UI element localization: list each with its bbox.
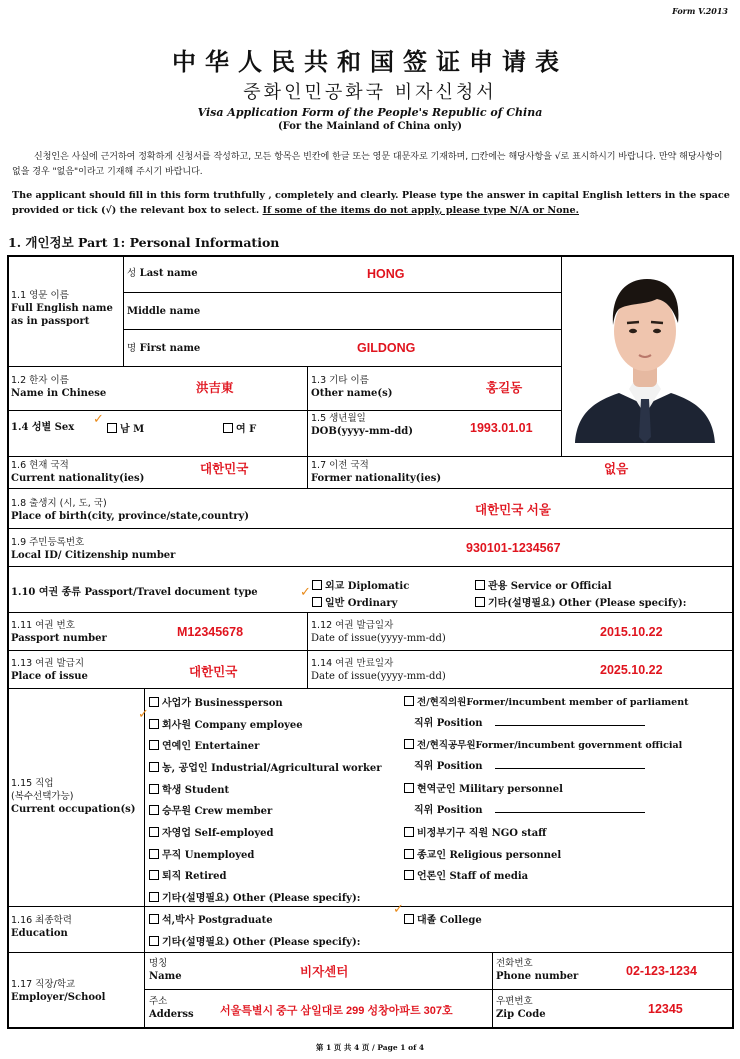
- citizen-id-value[interactable]: 930101-1234567: [466, 541, 561, 555]
- label-1-11: [11, 619, 107, 645]
- table-border-right: [732, 255, 734, 1029]
- occupation-option[interactable]: [404, 824, 546, 839]
- education-college-option[interactable]: [404, 911, 482, 926]
- occupation-option[interactable]: [149, 759, 382, 774]
- label-1-5-en: DOB(yyyy-mm-dd): [311, 426, 413, 437]
- passport-ordinary-check-icon: ✓: [300, 585, 311, 600]
- label-last-name-kr: 성: [127, 268, 137, 279]
- label-employer-address-kr: 주소: [149, 996, 168, 1007]
- occupation-checkbox[interactable]: [149, 892, 159, 902]
- label-1-7-kr: 1.7 이전 국적: [311, 460, 369, 471]
- occupation-label: 기타(설명필요) Other (Please specify):: [162, 893, 361, 904]
- label-employer-name-en: Name: [149, 971, 182, 982]
- label-1-15-kr2: (복수선택가능): [11, 791, 74, 802]
- position-input-line[interactable]: [495, 759, 645, 769]
- label-1-3-en: Other name(s): [311, 388, 393, 399]
- occupation-option[interactable]: [404, 694, 689, 708]
- label-1-15-en: Current occupation(s): [11, 804, 136, 815]
- label-1-11-kr: 1.11 여권 번호: [11, 620, 75, 631]
- occupation-checkbox[interactable]: [404, 870, 414, 880]
- passport-expiry-value[interactable]: 2025.10.22: [600, 663, 663, 677]
- passport-diplomatic-label: 외교 Diplomatic: [325, 581, 410, 592]
- passport-service-option[interactable]: [475, 577, 612, 592]
- label-1-13: [11, 657, 88, 683]
- occupation-label: 회사원 Company employee: [162, 720, 303, 731]
- occupation-checkbox[interactable]: [149, 740, 159, 750]
- position-label: 직위 Position: [414, 718, 483, 729]
- birthplace-value[interactable]: 대한민국 서울: [475, 503, 551, 517]
- label-1-9-kr: 1.9 주민등록번호: [11, 537, 85, 548]
- occupation-option[interactable]: [149, 781, 229, 796]
- education-college-check-icon: ✓: [393, 902, 404, 917]
- label-1-13-en: Place of issue: [11, 671, 88, 682]
- passport-issue-date-value[interactable]: 2015.10.22: [600, 625, 663, 639]
- label-employer-name-kr: 명칭: [149, 958, 168, 969]
- passport-place-value[interactable]: 대한민국: [189, 665, 238, 679]
- intro-korean: 신청인은 사실에 근거하여 정확하게 신청서를 작성하고, 모든 항목은 빈칸에 한글 또는 영문 대문자로 기재하며, □칸에는 해당사항을 √로 표시하시기 바랍니다. 만약 해당사항이 없을 경우 "없음"이라고 기재해 주시기 바랍니다.: [12, 152, 723, 177]
- employer-address-value[interactable]: 서울특별시 중구 삼일대로 299 성창아파트 307호: [220, 1005, 453, 1017]
- occupation-label: 농, 공업인 Industrial/Agricultural worker: [162, 763, 382, 774]
- passport-other-label: 기타(설명필요) Other (Please specify):: [488, 598, 687, 609]
- other-name-value[interactable]: 홍길동: [486, 381, 523, 395]
- occupation-option[interactable]: [149, 716, 303, 731]
- education-college-checkbox[interactable]: [404, 914, 414, 924]
- label-first-name-kr: 명: [127, 343, 137, 354]
- occupation-option[interactable]: [149, 802, 272, 817]
- occupation-label: 학생 Student: [162, 785, 230, 796]
- education-college-label: 대졸 College: [417, 915, 482, 926]
- occupation-label: 언론인 Staff of media: [417, 871, 529, 882]
- occupation-option[interactable]: [404, 846, 561, 861]
- passport-number-value[interactable]: M12345678: [177, 625, 244, 639]
- passport-diplomatic-option[interactable]: [312, 577, 409, 592]
- education-other-option[interactable]: [149, 933, 360, 948]
- occupation-option[interactable]: [149, 824, 274, 839]
- table-border-left: [7, 255, 9, 1029]
- label-1-17: [11, 978, 105, 1004]
- occupation-checkbox[interactable]: [149, 870, 159, 880]
- passport-other-option[interactable]: [475, 594, 686, 609]
- label-1-3: [311, 374, 393, 400]
- education-other-checkbox[interactable]: [149, 936, 159, 946]
- table-border-bottom: [7, 1027, 734, 1029]
- label-1-9: [11, 536, 175, 562]
- passport-ordinary-label: 일반 Ordinary: [325, 598, 398, 609]
- label-1-8-kr: 1.8 출생지 (시, 도, 국): [11, 498, 107, 509]
- position-label: 직위 Position: [414, 805, 483, 816]
- label-1-6-en: Current nationality(ies): [11, 473, 145, 484]
- dob-value[interactable]: 1993.01.01: [470, 421, 533, 435]
- occupation-checkbox[interactable]: [404, 849, 414, 859]
- occupation-option[interactable]: [149, 889, 360, 904]
- occupation-checkbox[interactable]: [149, 697, 159, 707]
- sex-female-checkbox[interactable]: [223, 423, 233, 433]
- occupation-checkbox[interactable]: [149, 762, 159, 772]
- former-nationality-value[interactable]: 없음: [604, 462, 629, 476]
- label-first-name-en: First name: [139, 343, 201, 354]
- position-input-line[interactable]: [495, 803, 645, 813]
- occupation-option[interactable]: [149, 846, 254, 861]
- sex-male-label: 남 M: [120, 424, 145, 435]
- passport-ordinary-option[interactable]: [312, 594, 397, 609]
- current-nationality-value[interactable]: 대한민국: [200, 462, 249, 476]
- passport-other-checkbox[interactable]: [475, 597, 485, 607]
- label-employer-phone-kr: 전화번호: [496, 958, 533, 969]
- portrait-image: [567, 265, 723, 443]
- label-1-10: 1.10 여권 종류 Passport/Travel document type: [11, 587, 258, 598]
- sex-male-option[interactable]: [107, 420, 144, 435]
- label-1-16: [11, 914, 72, 940]
- label-1-2-en: Name in Chinese: [11, 388, 107, 399]
- label-1-2-kr: 1.2 한자 이름: [11, 375, 69, 386]
- intro-english: [12, 188, 730, 218]
- occupation-label: 자영업 Self-employed: [162, 828, 274, 839]
- label-middle-name: Middle name: [127, 306, 201, 317]
- passport-service-label: 관용 Service or Official: [488, 581, 612, 592]
- education-other-label: 기타(설명필요) Other (Please specify):: [162, 937, 361, 948]
- passport-service-checkbox[interactable]: [475, 580, 485, 590]
- label-1-3-kr: 1.3 기타 이름: [311, 375, 369, 386]
- label-1-4: 1.4 성별 Sex: [11, 422, 75, 433]
- label-1-1-en2: as in passport: [11, 316, 90, 327]
- occupation-checkbox[interactable]: [149, 849, 159, 859]
- label-employer-zip-en: Zip Code: [496, 1009, 546, 1020]
- position-label: 직위 Position: [414, 761, 483, 772]
- label-1-8-en: Place of birth(city, province/state,country): [11, 511, 250, 522]
- occupation-checkbox[interactable]: [404, 827, 414, 837]
- position-field[interactable]: [414, 757, 645, 772]
- title-subtitle: (For the Mainland of China only): [277, 121, 463, 132]
- label-1-7-en: Former nationality(ies): [311, 473, 442, 484]
- label-last-name-en: Last name: [139, 268, 198, 279]
- label-employer-zip-kr: 우편번호: [496, 996, 533, 1007]
- label-1-12-kr: 1.12 여권 발급일자: [311, 620, 394, 631]
- label-1-13-kr: 1.13 여권 발급지: [11, 658, 85, 669]
- label-1-1: [11, 289, 113, 328]
- label-employer-phone-en: Phone number: [496, 971, 579, 982]
- intro-english-main: The applicant should fill in this form truthfully , completely and clearly. Please type the answer in capital English letters in the space provided or tick (√) the relevant box to select.: [12, 190, 730, 216]
- employer-name-value[interactable]: 비자센터: [300, 965, 349, 979]
- table-border-top: [7, 255, 734, 257]
- label-1-12-en: Date of issue(yyyy-mm-dd): [311, 633, 446, 644]
- label-last-name: [127, 267, 198, 280]
- occupation-label: 종교인 Religious personnel: [417, 850, 562, 861]
- education-postgraduate-label: 석,박사 Postgraduate: [162, 915, 273, 926]
- last-name-value[interactable]: HONG: [367, 267, 405, 281]
- label-1-5-kr: 1.5 생년월일: [311, 413, 366, 424]
- occupation-label: 사업가 Businessperson: [162, 698, 283, 709]
- occupation-option[interactable]: [149, 867, 227, 882]
- title-korean: 중화인민공화국 비자신청서: [243, 82, 497, 103]
- label-1-7: [311, 459, 441, 485]
- label-1-17-kr: 1.17 직장/학교: [11, 979, 76, 990]
- chinese-name-value[interactable]: 洪吉東: [196, 381, 234, 395]
- label-1-14: [311, 657, 446, 683]
- occupation-option[interactable]: [404, 867, 528, 882]
- label-employer-address: [149, 995, 194, 1021]
- occupation-label: 퇴직 Retired: [162, 871, 227, 882]
- label-1-6-kr: 1.6 현재 국적: [11, 460, 69, 471]
- page-footer: 第 1 页 共 4 页 / Page 1 of 4: [315, 1043, 425, 1052]
- label-1-14-kr: 1.14 여권 만료일자: [311, 658, 394, 669]
- position-input-line[interactable]: [495, 716, 645, 726]
- label-1-1-kr: 1.1 영문 이름: [11, 290, 69, 301]
- occupation-label: 연예인 Entertainer: [162, 741, 260, 752]
- intro-english-underlined: If some of the items do not apply, please type N/A or None.: [262, 205, 579, 216]
- label-1-9-en: Local ID/ Citizenship number: [11, 550, 176, 561]
- occupation-label: 전/현직공무원Former/incumbent government official: [417, 740, 683, 751]
- label-1-16-en: Education: [11, 928, 68, 939]
- label-employer-name: [149, 957, 182, 983]
- education-postgraduate-checkbox[interactable]: [149, 914, 159, 924]
- position-field[interactable]: [414, 801, 645, 816]
- label-1-6: [11, 459, 144, 485]
- label-1-5: [311, 412, 413, 438]
- sex-female-option[interactable]: [223, 420, 256, 435]
- occupation-checkbox[interactable]: [404, 739, 414, 749]
- occupation-checkbox[interactable]: [149, 784, 159, 794]
- label-1-15-kr1: 1.15 직업: [11, 778, 54, 789]
- occupation-option[interactable]: [404, 780, 563, 795]
- occupation-option[interactable]: [149, 737, 259, 752]
- label-1-11-en: Passport number: [11, 633, 107, 644]
- label-1-15: [11, 777, 136, 816]
- education-postgraduate-option[interactable]: [149, 911, 273, 926]
- label-1-1-en1: Full English name: [11, 303, 113, 314]
- label-1-12: [311, 619, 446, 645]
- label-employer-phone: [496, 957, 578, 983]
- section-title: 1. 개인정보 Part 1: Personal Information: [8, 235, 280, 250]
- occupation-checkbox[interactable]: [404, 696, 414, 706]
- occupation-checkbox[interactable]: [149, 805, 159, 815]
- label-1-17-en: Employer/School: [11, 992, 106, 1003]
- sex-male-check-icon: ✓: [93, 412, 104, 427]
- label-1-8: [11, 497, 249, 523]
- occupation-label: 승무원 Crew member: [162, 806, 273, 817]
- occupation-checkbox[interactable]: [149, 827, 159, 837]
- occupation-checkbox[interactable]: [404, 783, 414, 793]
- title-english: Visa Application Form of the People's Republic of China: [197, 106, 543, 119]
- title-chinese: 中华人民共和国签证申请表: [172, 48, 568, 76]
- sex-female-label: 여 F: [236, 424, 257, 435]
- occupation-label: 전/현직의원Former/incumbent member of parliament: [417, 697, 689, 708]
- occupation-label: 비정부기구 직원 NGO staff: [417, 828, 547, 839]
- passport-ordinary-checkbox[interactable]: [312, 597, 322, 607]
- label-employer-address-en: Adderss: [149, 1009, 194, 1020]
- label-1-2: [11, 374, 106, 400]
- applicant-photo: [567, 265, 723, 443]
- form-version: Form V.2013: [672, 6, 728, 16]
- label-1-16-kr: 1.16 최종학력: [11, 915, 72, 926]
- label-employer-zip: [496, 995, 546, 1021]
- occupation-checkbox[interactable]: [149, 719, 159, 729]
- employer-zip-value[interactable]: 12345: [648, 1002, 683, 1016]
- sex-male-checkbox[interactable]: [107, 423, 117, 433]
- occupation-option[interactable]: [149, 694, 283, 709]
- occupation-option[interactable]: [404, 737, 682, 751]
- employer-phone-value[interactable]: 02-123-1234: [626, 964, 697, 978]
- first-name-value[interactable]: GILDONG: [357, 341, 416, 355]
- passport-diplomatic-checkbox[interactable]: [312, 580, 322, 590]
- label-first-name: [127, 342, 200, 355]
- position-field[interactable]: [414, 714, 645, 729]
- occupation-employee-check-icon: ✓: [138, 707, 149, 722]
- occupation-label: 무직 Unemployed: [162, 850, 255, 861]
- label-1-14-en: Date of issue(yyyy-mm-dd): [311, 671, 446, 682]
- occupation-label: 현역군인 Military personnel: [417, 784, 563, 795]
